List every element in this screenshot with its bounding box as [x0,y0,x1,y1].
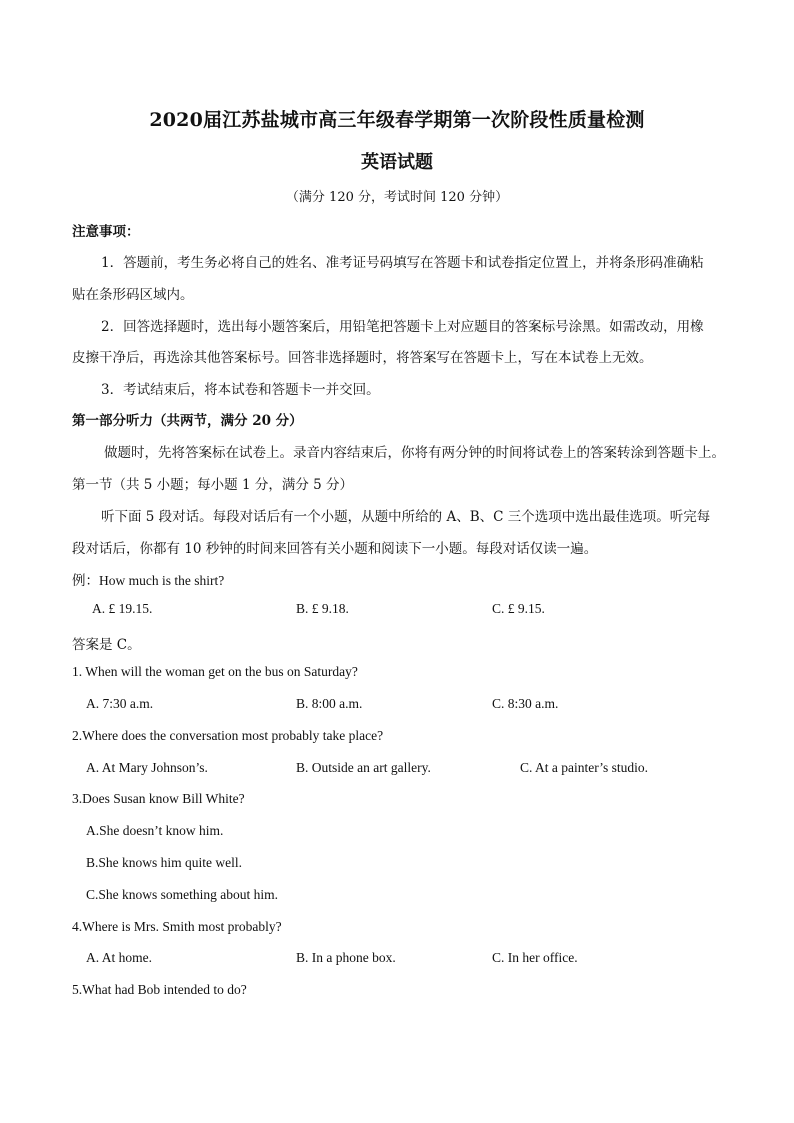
part1-instruction: 做题时，先将答案标在试卷上。录音内容结束后，你将有两分钟的时间将试卷上的答案转涂到答题卡上。 [104,445,725,461]
q2-option-b: B. Outside an art gallery. [296,760,431,775]
q3-option-c: C.She knows something about him. [86,887,278,902]
q3-option-a: A.She doesn’t know him. [86,823,224,838]
section1-title: 第一节（共 5 小题；每小题 1 分，满分 5 分） [72,477,354,493]
q2-option-a: A. At Mary Johnson’s. [86,760,208,775]
q2-option-c: C. At a painter’s studio. [520,760,648,775]
question-2: 2.Where does the conversation most probably take place? [72,728,384,743]
q4-option-c: C. In her office. [492,950,578,965]
part1-heading: 第一部分听力（共两节，满分 20 分） [72,413,303,429]
notice-item-2b: 皮擦干净后，再选涂其他答案标号。回答非选择题时，将答案写在答题卡上，写在本试卷上无效。 [72,350,653,366]
notice-item-2a: 2．回答选择题时，选出每小题答案后，用铅笔把答题卡上对应题目的答案标号涂黑。如需改动，用橡 [101,319,704,335]
q1-option-c: C. 8:30 a.m. [492,696,559,711]
q4-option-b: B. In a phone box. [296,950,396,965]
question-1: 1. When will the woman get on the bus on Saturday? [72,664,358,679]
section1-instruction-2: 段对话后，你都有 10 秒钟的时间来回答有关小题和阅读下一小题。每段对话仅读一遍。 [72,541,598,557]
question-5: 5.What had Bob intended to do? [72,982,247,997]
notice-heading: 注意事项： [72,224,140,240]
question-3: 3.Does Susan know Bill White? [72,791,245,806]
example-question: 例：How much is the shirt? [72,573,225,588]
section1-instruction-1: 听下面 5 段对话。每段对话后有一个小题，从题中所给的 A、B、C 三个选项中选出最佳选项。听完每 [101,509,711,525]
q1-option-b: B. 8:00 a.m. [296,696,363,711]
notice-item-3: 3．考试结束后，将本试卷和答题卡一并交回。 [101,382,380,398]
q1-option-a: A. 7:30 a.m. [86,696,154,711]
notice-item-1b: 贴在条形码区域内。 [72,287,194,303]
example-option-b: B. £ 9.18. [296,601,349,616]
example-option-a: A. £ 19.15. [92,601,153,616]
example-option-c: C. £ 9.15. [492,601,545,616]
q3-option-b: B.She knows him quite well. [86,855,242,870]
question-4: 4.Where is Mrs. Smith most probably? [72,919,282,934]
exam-subtitle: 英语试题 [361,152,433,173]
score-note: （满分 120 分，考试时间 120 分钟） [285,190,509,205]
exam-title: 2020届江苏盐城市高三年级春学期第一次阶段性质量检测 [149,109,645,131]
q4-option-a: A. At home. [86,950,152,965]
notice-item-1a: 1．答题前，考生务必将自己的姓名、准考证号码填写在答题卡和试卷指定位置上，并将条形码准确粘 [101,255,704,271]
example-answer: 答案是 C。 [72,637,141,653]
